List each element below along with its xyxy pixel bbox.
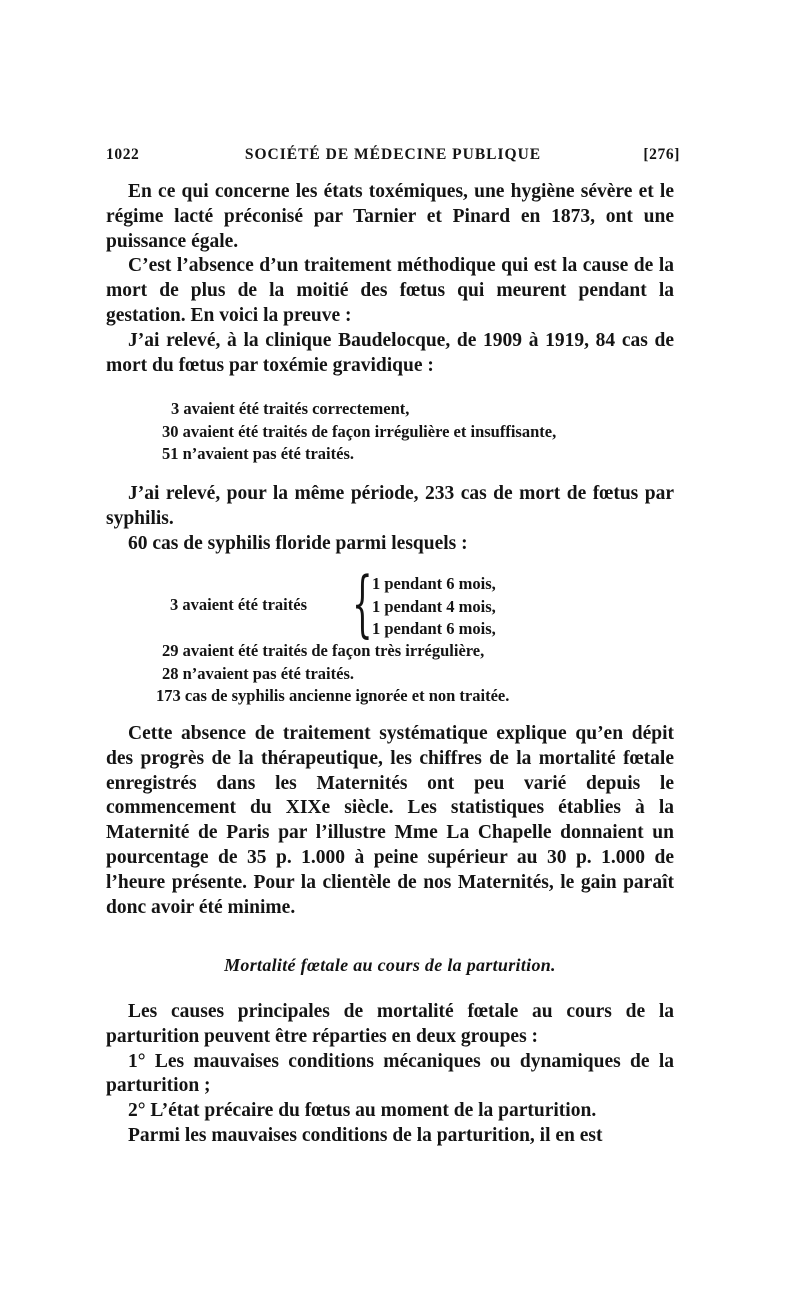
list-item: 3 avaient été traités correctement, bbox=[171, 399, 410, 418]
paragraph-cause-one: 1° Les mauvaises conditions mécaniques ou dynamiques de la parturition ; bbox=[106, 1050, 674, 1097]
list-item: 51 n’avaient pas été traités. bbox=[162, 444, 355, 463]
paragraph-toxemic: En ce qui concerne les états toxémiques, une hygiène sévère et le régime lacté préconisé par Tarnier et Pinard en 1873, ont une puissance égale. bbox=[106, 181, 674, 252]
running-title: SOCIÉTÉ DE MÉDECINE PUBLIQUE bbox=[244, 146, 542, 163]
list-item: 29 avaient été traités de façon très irrégulière, bbox=[162, 641, 485, 660]
list-item: 1 pendant 4 mois, bbox=[372, 596, 496, 616]
body-text-syphilis bbox=[106, 482, 674, 556]
brace-icon: { bbox=[352, 561, 373, 645]
paragraph-floride: 60 cas de syphilis floride parmi lesquels : bbox=[128, 532, 468, 554]
bracket-page-number: [276] bbox=[643, 146, 680, 163]
list-item: 30 avaient été traités de façon irrégulière et insuffisante, bbox=[162, 421, 557, 441]
body-text-top bbox=[106, 180, 674, 378]
section-title: Mortalité fœtale au cours de la parturition. bbox=[224, 955, 556, 975]
paragraph-cause-two: 2° L’état précaire du fœtus au moment de la parturition. bbox=[128, 1100, 597, 1122]
toxemia-list bbox=[162, 398, 556, 466]
paragraph-syphilis: J’ai relevé, pour la même période, 233 cas de mort de fœtus par syphilis. bbox=[106, 483, 674, 529]
paragraph-conditions: Parmi les mauvaises conditions de la parturition, il en est bbox=[128, 1124, 603, 1146]
paragraph-absence: Cette absence de traitement systématique explique qu’en dépit des progrès de la thérapeutique, les chiffres de la mortalité fœtale enregistrés dans les Maternités ont peu varié depuis le commencement du XIXe siècle. Les statistiques établies à la Maternité de Paris par l’illustre Mme La Chapelle donnaient un pourcentage de 35 p. 1.000 à peine supérieur au 30 p. 1.000 de l’heure présente. Pour la clientèle de nos Maternités, le gain paraît donc avoir été minime. bbox=[106, 723, 674, 918]
paragraph-baudelocque: J’ai relevé, à la clinique Baudelocque, de 1909 à 1919, 84 cas de mort du fœtus par toxémie gravidique : bbox=[106, 329, 674, 376]
treated-group bbox=[170, 561, 570, 645]
paragraph-method: C’est l’absence d’un traitement méthodique qui est la cause de la mort de plus de la moitié des fœtus qui meurent pendant la gestation. En voici la preuve : bbox=[106, 255, 674, 326]
list-item: 1 pendant 6 mois, bbox=[372, 574, 496, 593]
list-item: 173 cas de syphilis ancienne ignorée et non traitée. bbox=[156, 686, 510, 705]
syphilis-list bbox=[156, 640, 509, 708]
paragraph-causes: Les causes principales de mortalité fœtale au cours de la parturition peuvent être réparties en deux groupes : bbox=[106, 1001, 674, 1047]
page-header bbox=[106, 146, 680, 170]
treated-items bbox=[372, 573, 496, 641]
list-item: 28 n’avaient pas été traités. bbox=[162, 663, 355, 683]
body-text-absence bbox=[106, 722, 674, 920]
list-item: 1 pendant 6 mois, bbox=[372, 619, 496, 638]
body-text-bottom bbox=[106, 1000, 674, 1149]
treated-label: 3 avaient été traités bbox=[170, 595, 307, 614]
page-number: 1022 bbox=[106, 146, 140, 163]
